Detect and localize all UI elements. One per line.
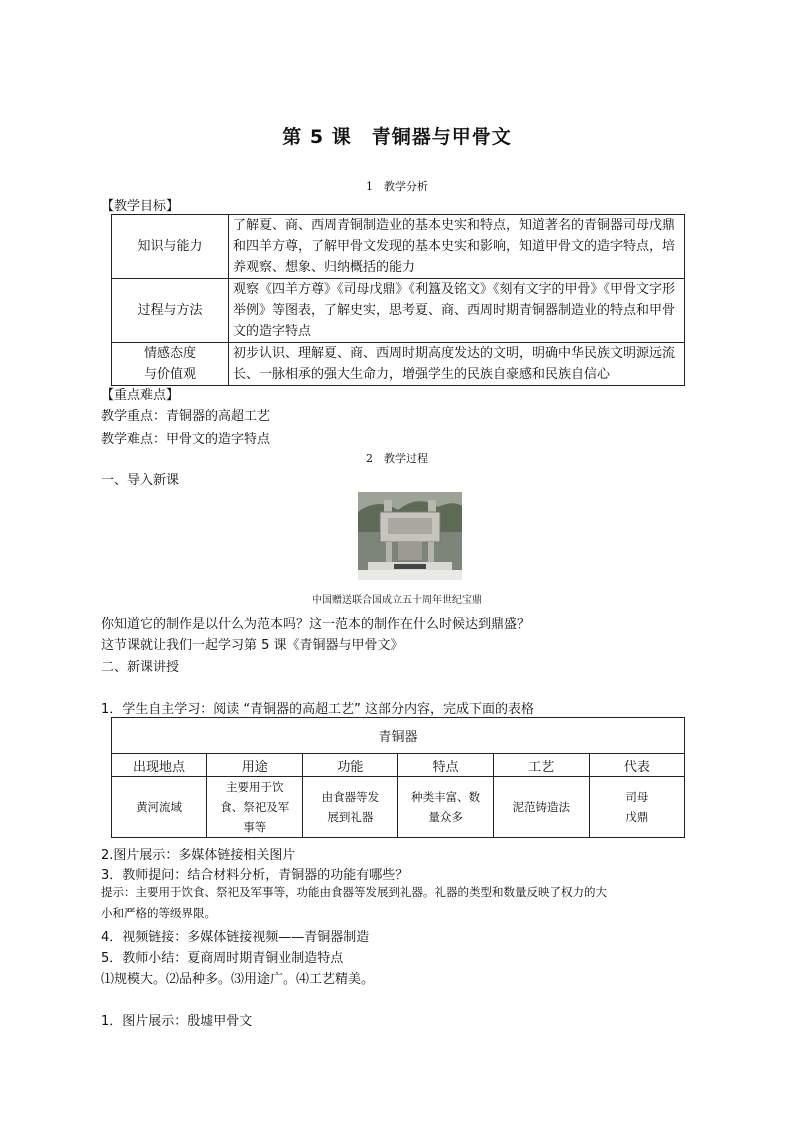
goals-label: 知识与能力	[112, 215, 229, 279]
column-header: 代表	[589, 754, 684, 777]
step-oracle-bones: 1．图片展示：殷墟甲骨文	[101, 1014, 253, 1029]
section-heading-analysis: 1 教学分析	[366, 180, 428, 193]
goals-label: 过程与方法	[112, 279, 229, 343]
goals-text: 观察《四羊方尊》《司母戊鼎》《利簋及铭文》《刻有文字的甲骨》《甲骨文字形举例》等图表，了解史实，思考夏、商、西周时期青铜器制造业的特点和甲骨文的造字特点	[229, 279, 685, 343]
difficult-point: 教学难点：甲骨文的造字特点	[101, 432, 271, 447]
bronze-ding-photo	[358, 492, 462, 580]
table-cell: 泥范铸造法	[493, 777, 589, 838]
hint-line-1: 提示：主要用于饮食、祭祀及军事等，功能由食器等发展到礼器。礼器的类型和数量反映了权力的大	[101, 885, 607, 899]
intro-lead: 这节课就让我们一起学习第 5 课《青铜器与甲骨文》	[101, 638, 404, 653]
step-pictures: 2.图片展示：多媒体链接相关图片	[101, 848, 296, 863]
goals-table	[111, 214, 685, 386]
step-self-study: 1．学生自主学习：阅读 “青铜器的高超工艺” 这部分内容，完成下面的表格	[101, 702, 535, 717]
column-header: 工艺	[493, 754, 589, 777]
page-title: 第 5 课 青铜器与甲骨文	[282, 126, 512, 148]
bronze-table-columns	[112, 754, 685, 777]
bronze-table-header: 青铜器	[112, 718, 685, 754]
key-point: 教学重点：青铜器的高超工艺	[101, 409, 271, 424]
goals-heading: 【教学目标】	[101, 199, 180, 214]
step-video: 4．视频链接：多媒体链接视频——青铜器制造	[101, 930, 370, 945]
step-question: 3．教师提问：结合材料分析，青铜器的功能有哪些？	[101, 868, 409, 883]
goals-text: 了解夏、商、西周青铜制造业的基本史实和特点，知道著名的青铜器司母戊鼎和四羊方尊，了解甲骨文发现的基本史实和影响，知道甲骨文的造字特点，培养观察、想象、归纳概括的能力	[229, 215, 685, 279]
figure-caption: 中国赠送联合国成立五十周年世纪宝鼎	[312, 595, 482, 606]
intro-question: 你知道它的制作是以什么为范本吗？这一范本的制作在什么时候达到鼎盛？	[101, 617, 531, 632]
goals-label: 情感态度 与价值观	[112, 343, 229, 386]
bronze-table-header-row	[112, 718, 685, 754]
column-header: 功能	[303, 754, 398, 777]
step-summary: 5．教师小结：夏商周时期青铜业制造特点	[101, 951, 344, 966]
intro-heading: 一、导入新课	[101, 473, 180, 488]
table-cell: 种类丰富、数 量众多	[398, 777, 493, 838]
key-heading: 【重点难点】	[101, 388, 180, 403]
bronze-table	[111, 717, 685, 838]
column-header: 用途	[207, 754, 303, 777]
ding-illustration	[358, 492, 462, 580]
summary-points: ⑴规模大。⑵品种多。⑶用途广。⑷工艺精美。	[101, 972, 375, 987]
column-header: 特点	[398, 754, 493, 777]
table-cell: 司母 戊鼎	[589, 777, 684, 838]
new-lesson-heading: 二、新课讲授	[101, 660, 180, 675]
goals-text: 初步认识、理解夏、商、西周时期高度发达的文明，明确中华民族文明源远流长、一脉相承的强大生命力，增强学生的民族自豪感和民族自信心	[229, 343, 685, 386]
table-cell: 黄河流域	[112, 777, 207, 838]
goals-row	[112, 343, 685, 386]
goals-row	[112, 279, 685, 343]
goals-row	[112, 215, 685, 279]
hint-line-2: 小和严格的等级界限。	[101, 906, 216, 920]
column-header: 出现地点	[112, 754, 207, 777]
table-cell: 由食器等发 展到礼器	[303, 777, 398, 838]
bronze-table-values	[112, 777, 685, 838]
section-heading-process: 2 教学过程	[366, 452, 428, 465]
table-cell: 主要用于饮 食、祭祀及军 事等	[207, 777, 303, 838]
